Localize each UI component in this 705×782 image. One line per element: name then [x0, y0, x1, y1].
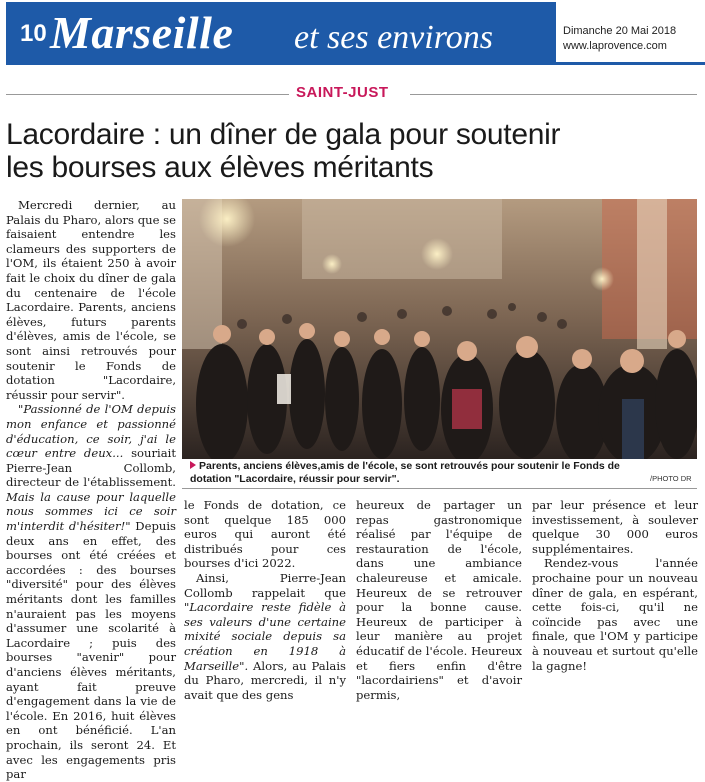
paragraph: Mercredi dernier, au Palais du Pharo, alors que se faisaient entendre les clameurs des supporters de l'OM, ils étaient 250 à avoir fait le choix du dîner de gala du centenaire de l'école Lacordaire. Parents, anciens élèves, futurs parents d'élèves, amis de l'école, se sont ainsi retrouvés pour soutenir le Fonds de dotation "Lacordaire, réussir pour servir".	[6, 198, 176, 402]
quote: "Passionné de l'OM depuis mon enfance et passionné d'éducation, ce soir, j'ai le cœur entre deux...	[6, 402, 176, 461]
paragraph-quote	[184, 571, 346, 702]
paragraph: heureux de partager un repas gastronomique réalisé par l'équipe de restauration de l'école, dans une ambiance chaleureuse et amicale. Heureux de se retrouver pour la bonne cause. Heureux de participer à leur manière au projet éducatif de l'école. Heureux et fiers enfin d'être "lacordairiens" et d'avoir permis,	[356, 498, 522, 702]
quote: "Lacordaire reste fidèle à ses valeurs d'une certaine mixité sociale depuis sa création en 1918 à Marseille".	[184, 600, 346, 673]
caption-arrow-icon	[190, 461, 196, 469]
headline-line-1: Lacordaire : un dîner de gala pour soutenir	[6, 118, 561, 151]
page-number: 10	[20, 20, 47, 47]
caption-rule	[182, 488, 697, 489]
masthead-rule	[6, 62, 705, 65]
photo-credit: /PHOTO DR	[650, 474, 692, 483]
masthead	[0, 0, 705, 64]
event-photo	[182, 199, 697, 459]
masthead-info	[563, 24, 676, 54]
paragraph: le Fonds de dotation, ce sont quelque 185 000 euros qui auront été distribués pour ces bourses d'ici 2022.	[184, 498, 346, 571]
headline-line-2: les bourses aux élèves méritants	[6, 151, 434, 184]
article-column-4	[532, 498, 698, 673]
paragraph: Rendez-vous l'année prochaine pour un nouveau dîner de gala, en espérant, cette fois-ci, qu'il ne coïncide pas avec une finale, que l'OM y participe à nouveau et surtout qu'elle la gagne!	[532, 556, 698, 673]
photo-caption	[190, 460, 630, 486]
section-title-city: Marseille	[50, 7, 234, 58]
quote: Mais la cause pour laquelle nous sommes ici ce soir m'interdit d'hésiter!"	[6, 489, 176, 534]
rubric-rule-left	[6, 94, 289, 95]
paragraph: par leur présence et leur investissement, à soulever quelque 30 000 euros supplémentaires.	[532, 498, 698, 556]
rubric-rule-right	[410, 94, 697, 95]
gala-crowd-photo	[182, 199, 697, 459]
article-column-2	[184, 498, 346, 702]
text-run: Depuis deux ans en effet, des bourses ont été créées et accordées : des bourses "diversité" pour des élèves méritants dont les familles n'auraient pas les moyens d'assumer une scolarité à Lacordaire ; puis des bourses "avenir" pour d'anciens élèves méritants, ayant fait preuve d'engagement dans la vie de l'école. En 2016, huit élèves en ont bénéficié. L'an prochain, ils seront 24. Et avec les engagements pris par	[6, 519, 176, 782]
text-run: Ainsi, Pierre-Jean Collomb rappelait que	[184, 570, 346, 600]
text-run: Alors, au Palais du Pharo, mercredi, il n'y avait que des gens	[184, 658, 346, 702]
text-run: souriait Pierre-Jean Collomb, directeur de l'établissement.	[6, 446, 176, 490]
section-title-rest: et ses environs	[294, 19, 493, 56]
paragraph-quote	[6, 402, 176, 781]
website-link[interactable]: www.laprovence.com	[563, 40, 667, 52]
article-column-1	[6, 198, 176, 782]
issue-date: Dimanche 20 Mai 2018	[563, 25, 677, 37]
caption-text: Parents, anciens élèves,amis de l'école, se sont retrouvés pour soutenir le Fonds de dotation "Lacordaire, réussir pour servir".	[190, 460, 620, 485]
masthead-banner	[6, 2, 556, 62]
article-headline	[6, 118, 696, 184]
article-column-3	[356, 498, 522, 702]
rubric-label: SAINT-JUST	[296, 84, 389, 101]
